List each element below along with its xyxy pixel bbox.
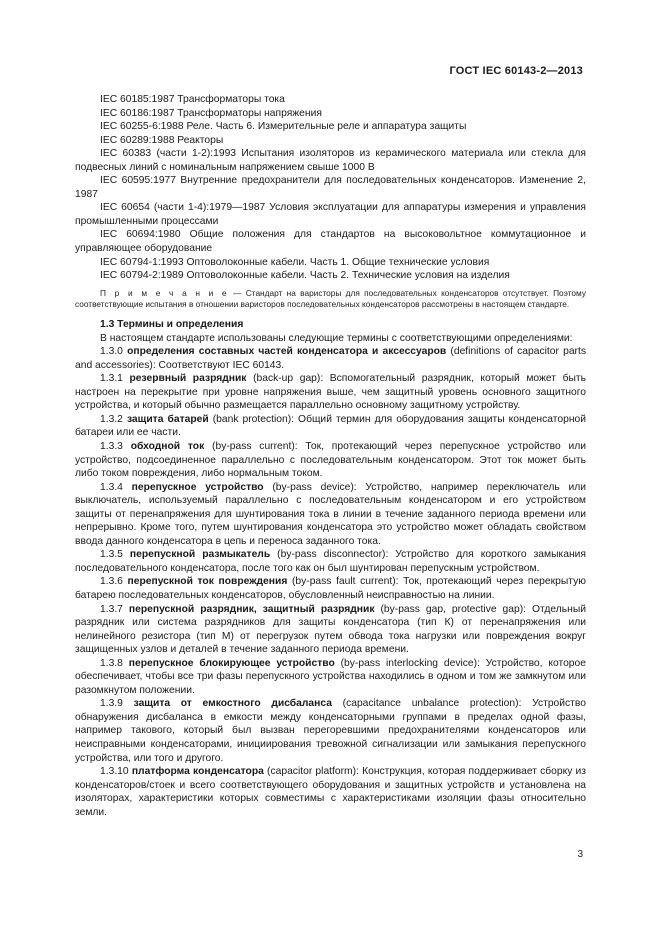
term-number: 1.3.3 [100,440,123,452]
term-text: (by-pass interlocking device): Устройство, которое обеспечивает, чтобы все три фазы перепускного устройства находились в одном и том же замкнутом или разомкнутом положении. [75,657,586,696]
term-number: 1.3.9 [100,698,123,710]
reference-item: IEC 60185:1987 Трансформаторы тока [100,94,285,105]
reference-item: IEC 60794-2:1989 Оптоволоконные кабели. Часть 2. Технические условия на изделия [100,270,510,282]
note-text: — Стандарт на варисторы для последовательных конденсаторов отсутствует. Поэтому соответствующие испытания в отношении варисторов последовательных конденсаторов рассмотрены в настоящем стандарте. [75,287,586,309]
term-text: (capacitor platform): Конструкция, которая поддерживает сборку из конденсаторов/стоек и всего соответствующего оборудования и защитных устройств и установлена на изоляторах, характеристики которых совместимы с характеристиками изоляции фазы относительно земли. [75,766,587,818]
term-text: (definitions of capacitor parts and accessories): Соответствуют IEC 60143. [75,346,586,371]
page-body [75,93,586,819]
term-name: обходной ток [130,440,205,452]
term-definition [75,372,586,413]
term-name: перепускное блокирующее устройство [128,657,335,669]
term-name: перепускное устройство [131,481,264,493]
section-intro: В настоящем стандарте использованы следующие термины с соответствующими определениями: [100,332,573,344]
term-definition [75,481,586,549]
term-definition [75,548,586,575]
term-number: 1.3.7 [100,603,123,615]
term-text: (by-pass current): Ток, протекающий через перепускное устройство или устройство, подсоединенное параллельно с последовательным конденсатором. Этот ток может быть либо током повреждения, либо нормальным током. [75,440,587,480]
term-name: резервный разрядник [129,373,247,385]
term-number: 1.3.10 [100,766,129,778]
reference-item: IEC 60255-6:1988 Реле. Часть 6. Измерительные реле и аппаратура защиты [100,121,467,133]
reference-item: IEC 60383 (части 1-2):1993 Испытания изоляторов из керамического материала или стекла для подвесных линий с номинальным напряжением свыше 1000 В [75,148,586,173]
term-number: 1.3.1 [100,373,123,385]
term-number: 1.3.4 [100,481,123,493]
document-header: ГОСТ IEC 60143-2—2013 [449,65,583,77]
term-definition [75,413,586,440]
term-definition [75,575,586,602]
term-text: (by-pass disconnector): Устройство для короткого замыкания последовательного конденсатора, после того как он был шунтирован перепускным устройством. [75,549,586,574]
term-text: (bank protection): Общий термин для оборудования защиты конденсаторной батареи или ее части. [75,413,586,439]
reference-list [75,93,586,283]
section-title: 1.3 Термины и определения [100,319,244,331]
reference-item: IEC 60595:1977 Внутренние предохранители для последовательных конденсаторов. Изменение 2, 1987 [75,175,586,200]
reference-item: IEC 60289:1988 Реакторы [100,134,224,146]
term-number: 1.3.0 [100,346,123,358]
term-definition [75,765,586,819]
term-number: 1.3.6 [100,576,123,588]
reference-item: IEC 60694:1980 Общие положения для стандартов на высоковольтное коммутационное и управляющее оборудование [75,229,586,255]
term-text: (by-pass fault current): Ток, протекающий через перекрытую батарею последовательных конденсаторов, обусловленный неисправностью на линии. [75,576,586,601]
term-text: (by-pass gap, protective gap): Отдельный разрядник или система разрядников для защиты конденсатора (тип К) от перенапряжения или нелинейного резистора (тип М) от перегрузок путем обвода тока нагрузки или повреждения вокруг защищенных узлов и деталей в течение заданного периода времени. [75,603,586,656]
term-definition [75,697,586,765]
term-text: (back-up gap): Вспомогательный разрядник, который может быть настроен на перекрытие при уровне напряжения выше, чем защитный уровень основного защитного устройства, и который обычно размещается параллельно основному защитному устройству. [75,373,586,412]
term-text: (capacitance unbalance protection): Устройство обнаружения дисбаланса в емкости между конденсаторными группами в пределах одной фазы, например такового, который был вызван перегоревшими предохранителями конденсаторов или неисправными конденсаторами, инициирования тревожной сигнализации или замыкания перепускного устройства, или того и другого. [75,698,586,764]
reference-item: IEC 60654 (части 1-4):1979—1987 Условия эксплуатации для аппаратуры измерения и управления промышленными процессами [75,202,586,227]
note-label: П р и м е ч а н и е [100,287,229,298]
term-text: (by-pass device): Устройство, например переключатель или выключатель, используемый параллельно с последовательным конденсатором и его устройством защиты от перенапряжения для шунтирования тока в линии в течение заданного периода времени или непрерывно. Кроме того, путем шунтирования конденсатора это устройство может обладать свойством ввода данного конденсатора в цепь и переноса заданного тока. [75,481,587,547]
term-name: перепускной размыкатель [129,549,271,561]
term-number: 1.3.5 [100,549,123,561]
page-number: 3 [577,849,583,860]
term-number: 1.3.2 [100,413,123,425]
term-definition [75,440,586,481]
note [75,288,586,310]
term-definition [75,345,586,372]
term-name: перепускной разрядник, защитный разрядник [128,603,375,615]
term-definition [75,657,586,698]
term-name: платформа конденсатора [131,766,264,778]
reference-item: IEC 60794-1:1993 Оптоволоконные кабели. Часть 1. Общие технические условия [100,256,490,268]
term-name: определения составных частей конденсатора и аксессуаров [127,346,447,358]
term-name: защита батарей [126,413,209,425]
reference-item: IEC 60186:1987 Трансформаторы напряжения [100,107,322,119]
term-name: защита от емкостного дисбаланса [133,698,332,710]
term-definition [75,603,586,657]
term-name: перепускной ток повреждения [127,576,288,588]
term-number: 1.3.8 [100,657,123,669]
